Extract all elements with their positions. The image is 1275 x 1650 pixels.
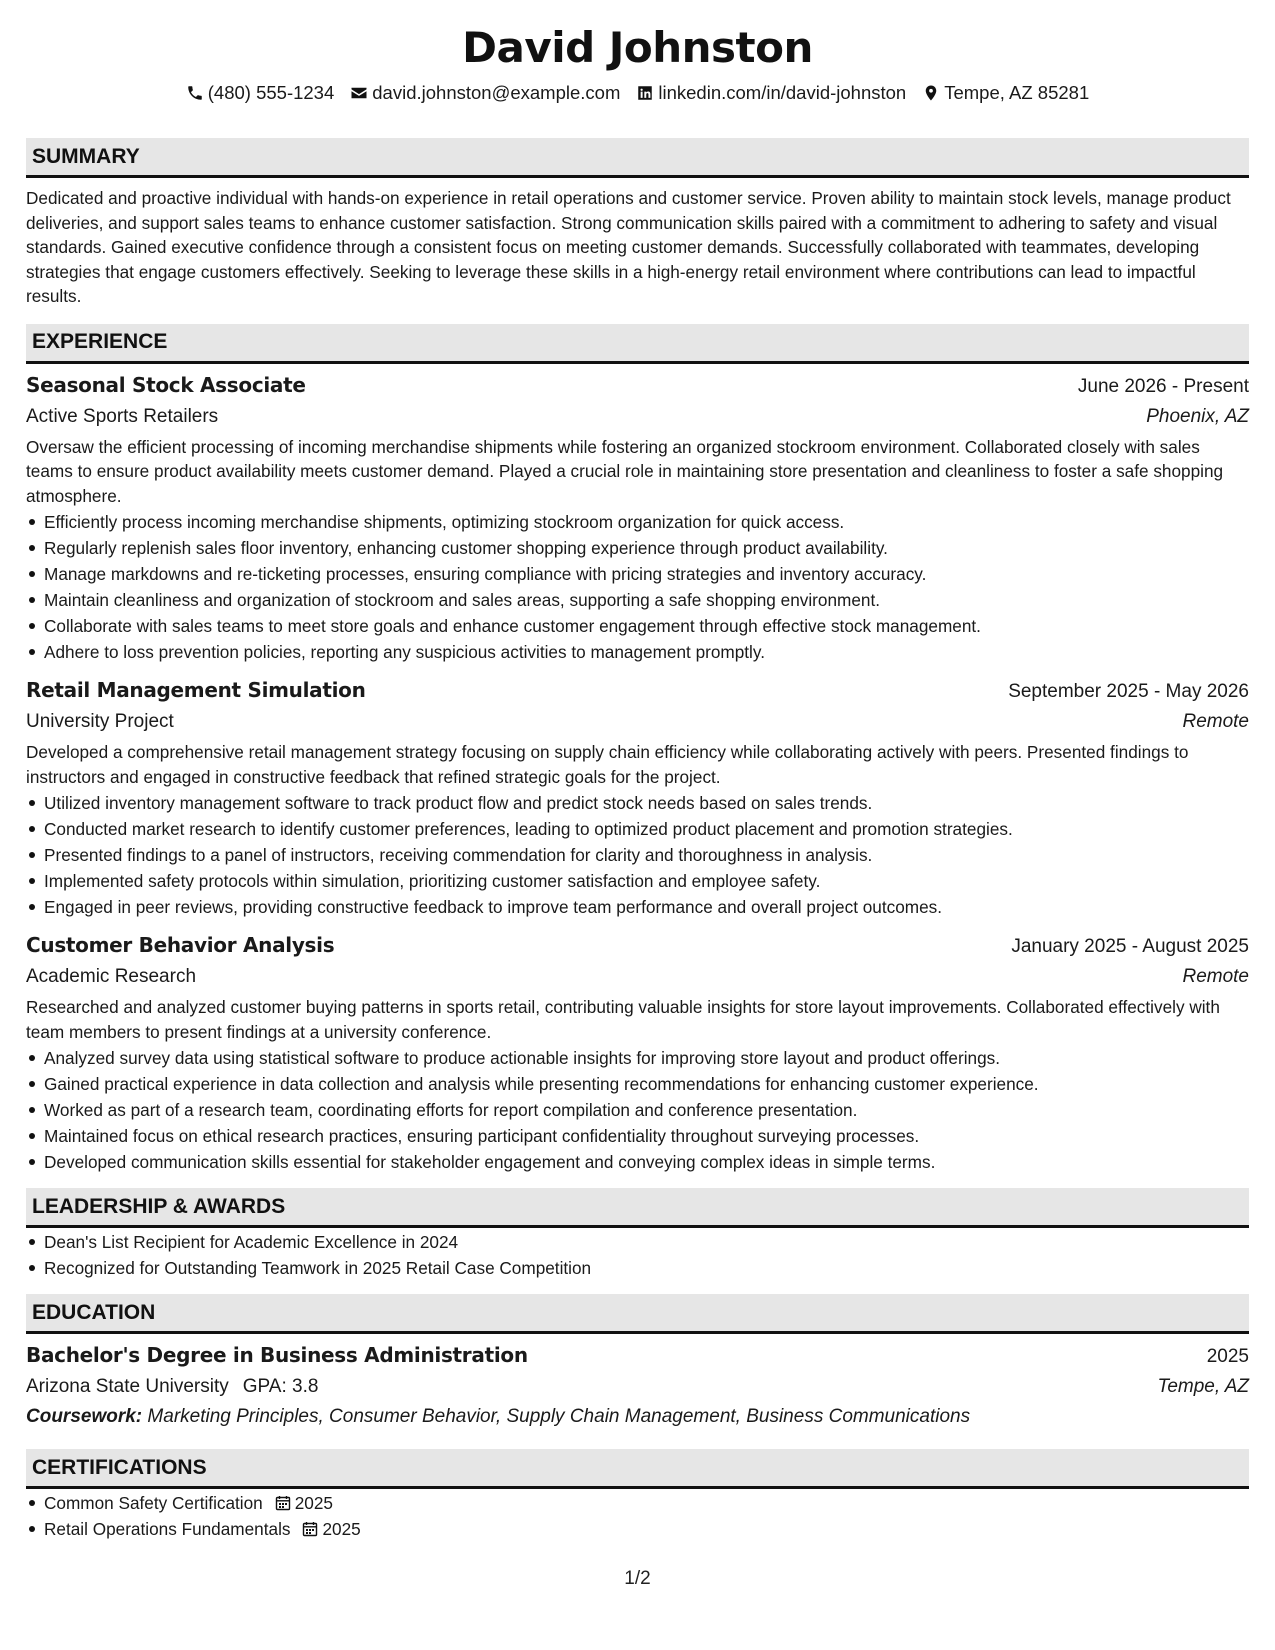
job-organization: Academic Research (26, 966, 197, 987)
list-item: Maintain cleanliness and organization of stockroom and sales areas, supporting a safe shopping environment. (26, 587, 1249, 613)
education-entry (26, 1340, 1249, 1432)
certification-name: Retail Operations Fundamentals (44, 1519, 291, 1539)
email-text[interactable]: david.johnston@example.com (372, 82, 621, 103)
linkedin-text[interactable]: linkedin.com/in/david-johnston (658, 82, 907, 103)
envelope-icon (350, 84, 368, 102)
experience-entry (26, 370, 1249, 666)
linkedin-icon (636, 84, 654, 102)
list-item: Dean's List Recipient for Academic Excellence in 2024 (26, 1229, 1249, 1255)
leadership-list (26, 1229, 1249, 1281)
list-item: Developed communication skills essential for stakeholder engagement and conveying complex ideas in simple terms. (26, 1149, 1249, 1175)
job-organization: Active Sports Retailers (26, 405, 219, 427)
certifications-list (26, 1490, 1249, 1542)
resume-header (26, 22, 1249, 106)
school-name: Arizona State University (26, 1376, 229, 1397)
certification-name: Common Safety Certification (44, 1493, 263, 1513)
job-dates: September 2025 - May 2026 (1008, 681, 1249, 702)
list-item: Conducted market research to identify customer preferences, leading to optimized product placement and promotion strategies. (26, 816, 1249, 842)
list-item (26, 1490, 1249, 1516)
list-item: Engaged in peer reviews, providing constructive feedback to improve team performance and overall project outcomes. (26, 894, 1249, 920)
list-item: Adhere to loss prevention policies, reporting any suspicious activities to management promptly. (26, 639, 1249, 665)
job-bullets (26, 1045, 1249, 1175)
contact-phone (186, 80, 335, 106)
section-header-education: EDUCATION (26, 1294, 1249, 1334)
list-item: Worked as part of a research team, coordinating efforts for report compilation and conference presentation. (26, 1097, 1249, 1123)
list-item: Efficiently process incoming merchandise shipments, optimizing stockroom organization for quick access. (26, 509, 1249, 535)
certification-date (275, 1490, 333, 1516)
job-description: Oversaw the efficient processing of incoming merchandise shipments while fostering an organized stockroom environment. Collaborated closely with sales teams to ensure product availability meets customer demand. Played a crucial role in maintaining store presentation and cleanliness to foster a safe shopping atmosphere. (26, 436, 1224, 506)
coursework-list: Marketing Principles, Consumer Behavior, Supply Chain Management, Business Communications (147, 1406, 971, 1427)
list-item: Implemented safety protocols within simulation, prioritizing customer satisfaction and employee safety. (26, 868, 1249, 894)
job-title: Customer Behavior Analysis (26, 933, 335, 957)
job-organization: University Project (26, 711, 174, 732)
job-bullets (26, 790, 1249, 920)
page-number: 1/2 (624, 1568, 651, 1589)
experience-entry (26, 930, 1249, 1175)
summary-text: Dedicated and proactive individual with hands-on experience in retail operations and customer service. Proven ability to maintain stock levels, manage product deliveries, and support sales teams to enhance customer satisfaction. Strong communication skills paired with a commitment to adhering to safety and visual standards. Gained executive confidence through a consistent focus on meeting customer demands. Successfully collaborated with teammates, developing strategies that engage customers effectively. Seeking to leverage these skills in a high-energy retail environment where contributions can lead to impactful results. (26, 188, 1231, 306)
school-location: Tempe, AZ (1157, 1376, 1249, 1397)
phone-icon (186, 84, 204, 102)
job-title: Seasonal Stock Associate (26, 372, 306, 397)
contact-location (922, 80, 1089, 106)
experience-entry (26, 675, 1249, 920)
contact-email[interactable] (350, 80, 620, 106)
contact-linkedin[interactable] (636, 80, 906, 106)
list-item: Regularly replenish sales floor inventory, enhancing customer shopping experience through product availability. (26, 535, 1249, 561)
coursework (26, 1402, 1249, 1432)
location-text: Tempe, AZ 85281 (944, 82, 1090, 103)
graduation-year: 2025 (1206, 1346, 1249, 1367)
list-item: Presented findings to a panel of instructors, receiving commendation for clarity and thoroughness in analysis. (26, 842, 1249, 868)
job-location: Remote (1182, 966, 1249, 987)
certification-year: 2025 (322, 1519, 361, 1539)
list-item: Analyzed survey data using statistical software to produce actionable insights for improving store layout and product offerings. (26, 1045, 1249, 1071)
candidate-name: David Johnston (462, 23, 813, 72)
coursework-label: Coursework: (26, 1406, 143, 1427)
job-location: Remote (1182, 711, 1249, 732)
list-item: Utilized inventory management software to track product flow and predict stock needs based on sales trends. (26, 790, 1249, 816)
job-dates: June 2026 - Present (1077, 375, 1249, 397)
certification-year: 2025 (294, 1493, 333, 1513)
section-header-experience: EXPERIENCE (26, 324, 1249, 364)
calendar-icon (302, 1521, 318, 1537)
job-location: Phoenix, AZ (1146, 405, 1249, 427)
list-item: Gained practical experience in data collection and analysis while presenting recommendations for enhancing customer experience. (26, 1071, 1249, 1097)
list-item: Manage markdowns and re-ticketing processes, ensuring compliance with pricing strategies and inventory accuracy. (26, 561, 1249, 587)
list-item: Recognized for Outstanding Teamwork in 2025 Retail Case Competition (26, 1255, 1249, 1281)
map-marker-icon (922, 84, 940, 102)
gpa: GPA: 3.8 (242, 1376, 319, 1397)
list-item: Maintained focus on ethical research practices, ensuring participant confidentiality throughout surveying processes. (26, 1123, 1249, 1149)
contact-bar (26, 80, 1249, 106)
section-header-leadership: LEADERSHIP & AWARDS (26, 1188, 1249, 1228)
degree-title: Bachelor's Degree in Business Administration (26, 1343, 528, 1367)
job-description: Developed a comprehensive retail management strategy focusing on supply chain efficiency while collaborating actively with peers. Presented findings to instructors and engaged in constructive feedback that refined strategic goals for the project. (26, 742, 1189, 787)
list-item: Collaborate with sales teams to meet store goals and enhance customer engagement through effective stock management. (26, 613, 1249, 639)
job-bullets (26, 509, 1249, 665)
section-header-certifications: CERTIFICATIONS (26, 1449, 1249, 1489)
job-dates: January 2025 - August 2025 (1011, 936, 1249, 957)
section-header-summary: SUMMARY (26, 138, 1249, 178)
list-item (26, 1516, 1249, 1542)
job-title: Retail Management Simulation (26, 678, 366, 702)
certification-date (302, 1516, 360, 1542)
job-description: Researched and analyzed customer buying patterns in sports retail, contributing valuable insights for store layout improvements. Collaborated effectively with team members to present findings at a university conference. (26, 997, 1220, 1042)
phone-text: (480) 555-1234 (207, 82, 335, 103)
calendar-icon (275, 1495, 291, 1511)
